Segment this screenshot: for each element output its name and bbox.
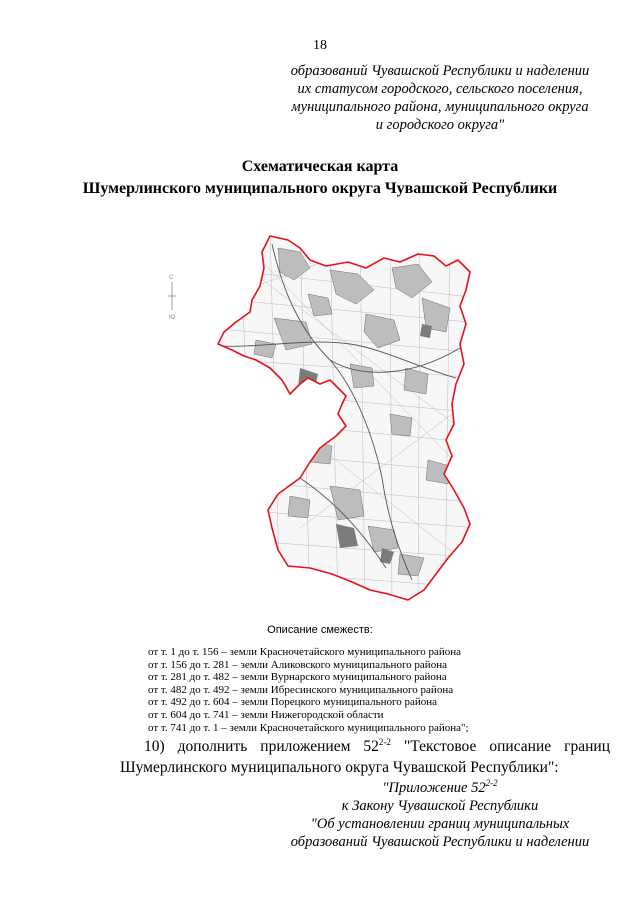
header-line: муниципального района, муниципального округа xyxy=(291,99,589,115)
list-item: от т. 156 до т. 281 – земли Аликовского муниципального района xyxy=(148,658,447,671)
list-item: от т. 482 до т. 492 – земли Ибресинского муниципального района xyxy=(148,683,454,696)
appendix-line-4: образований Чувашской Республики и наделении xyxy=(290,834,590,850)
list-item: от т. 741 до т. 1 – земли Красночетайского муниципального района"; xyxy=(148,721,469,734)
header-continuation xyxy=(270,62,610,134)
map-title-line-1: Схематическая карта xyxy=(241,158,399,175)
cadastral-detail xyxy=(210,228,480,608)
paragraph-text-end: "Текстовое описание границ Шумерлинского муниципального округа Чувашской Республики": xyxy=(120,738,610,776)
amendment-paragraph xyxy=(120,736,610,778)
appendix-title: "Приложение 52 xyxy=(382,780,486,796)
appendix-line-2: к Закону Чувашской Республики xyxy=(341,798,539,814)
list-item: от т. 492 до т. 604 – земли Порецкого муниципального района xyxy=(148,696,438,709)
adjacency-list xyxy=(148,646,469,734)
paragraph-superscript: 2-2 xyxy=(378,736,391,747)
compass-label-south: Ю xyxy=(169,315,176,321)
compass-label-north: С xyxy=(169,275,174,281)
map-title-line-2: Шумерлинского муниципального округа Чувашской Республики xyxy=(82,180,558,197)
north-arrow-icon xyxy=(168,275,176,321)
paragraph-text-start: 10) дополнить приложением 52 xyxy=(144,738,379,755)
adjacency-title: Описание смежеств: xyxy=(267,624,373,636)
list-item: от т. 281 до т. 482 – земли Вурнарского муниципального района xyxy=(148,671,447,684)
page-number: 18 xyxy=(313,38,327,53)
list-item: от т. 604 до т. 741 – земли Нижегородской области xyxy=(148,708,384,721)
appendix-header xyxy=(290,779,590,851)
header-line: и городского округа" xyxy=(375,117,505,133)
appendix-line-1 xyxy=(290,779,590,797)
list-item: от т. 1 до т. 156 – земли Красночетайского муниципального района xyxy=(148,646,462,658)
appendix-superscript: 2-2 xyxy=(485,778,498,789)
map-title xyxy=(0,156,640,200)
appendix-line-3: "Об установлении границ муниципальных xyxy=(310,816,570,832)
district-map xyxy=(160,228,500,608)
header-line: их статусом городского, сельского поселения, xyxy=(297,81,583,97)
header-line: образований Чувашской Республики и наделении xyxy=(290,63,590,79)
